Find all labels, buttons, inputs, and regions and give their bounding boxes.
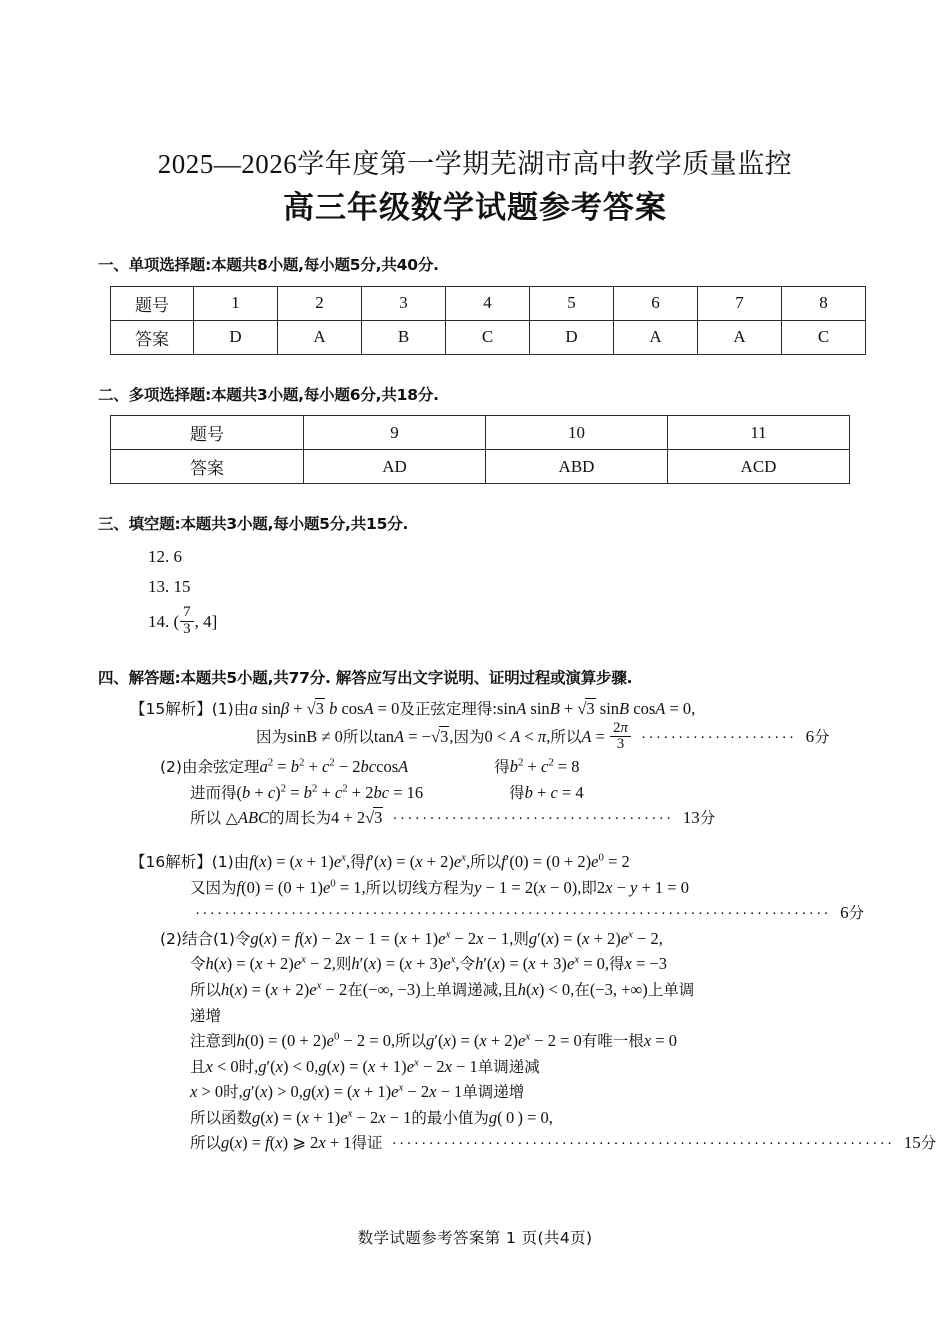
- section-heading-fill-blank: 三、填空题:本题共3小题,每小题5分,共15分.: [98, 515, 409, 534]
- question-number-cell: 11: [668, 416, 850, 450]
- fill-blank-answer-list: [0, 536, 950, 642]
- fill-item-value: 6: [173, 547, 182, 566]
- score-label: 6分: [840, 903, 865, 923]
- fill-item-label: 12.: [148, 547, 170, 566]
- fraction-numerator: 7: [183, 604, 191, 621]
- answer-cell: C: [782, 320, 866, 354]
- answer-cell: A: [698, 320, 782, 354]
- leader-dots: ·····················: [641, 729, 797, 746]
- section-heading-solutions: 四、解答题:本题共5小题,共77分. 解答应写出文字说明、证明过程或演算步骤.: [98, 669, 633, 688]
- table-row: [111, 320, 866, 354]
- fraction: [610, 721, 631, 754]
- list-item: [148, 602, 950, 643]
- solution-line: x > 0时$,g'(x) > 0,g(x) = (x + 1)e^x - 2x - 1$单调递增: [190, 1081, 525, 1102]
- list-item: [148, 542, 950, 572]
- solution-line: 注意到$h(0) = (0 + 2)e^0 - 2 = 0$,所以$g'(x) = (x + 2)e^x - 2 = 0$有唯一根x = 0: [190, 1030, 677, 1051]
- question-number-cell: 7: [698, 286, 782, 320]
- fraction-numerator: 2π: [613, 719, 629, 736]
- answer-cell: D: [530, 320, 614, 354]
- question-number-cell: 4: [446, 286, 530, 320]
- answer-cell: B: [362, 320, 446, 354]
- question-number-cell: 6: [614, 286, 698, 320]
- section-heading-multi-choice: 二、多项选择题:本题共3小题,每小题6分,共18分.: [98, 385, 439, 404]
- solution-line: 所以 △ABC的周长为4 + 2√3 ······································ 13分: [190, 808, 716, 828]
- fraction-denominator: 3: [610, 736, 631, 753]
- question-number-cell: 10: [486, 416, 668, 450]
- solution-line: 因为sinB ≠ 0所以tanA = −√3,因为0 < A < π,所以A = $\frac{2\pi}{3}$ ····················· 6分: [256, 719, 830, 753]
- table-row: [111, 450, 850, 484]
- problem-tag-16: 【16解析】: [130, 852, 212, 871]
- solution-line: 且x < 0时$,g'(x) < 0,g(x) = (x + 1)e^x - 2x - 1$单调递减: [190, 1056, 540, 1076]
- solution-line: 所以函数$g(x) = (x + 1)e^x - 2x - 1$的最小值为g( 0 ) = 0,: [190, 1107, 553, 1127]
- solution-line: 【15解析】(1)由a sinβ + √3 b cosA = 0及正弦定理得:sinA sinB + √3 sinB cosA = 0,: [130, 698, 696, 718]
- solution-problem-15: [0, 696, 950, 831]
- fill-item-label: 13.: [148, 576, 170, 596]
- answer-cell: C: [446, 320, 530, 354]
- question-number-cell: 8: [782, 286, 866, 320]
- answer-cell: ABD: [486, 450, 668, 484]
- score-label: 15分: [903, 1133, 937, 1153]
- list-item: [148, 572, 950, 602]
- solution-line: [0, 900, 950, 926]
- question-number-cell: 9: [304, 416, 486, 450]
- leader-dots: ····································································: [391, 1136, 895, 1153]
- fill-item-value: 15: [173, 576, 191, 596]
- question-number-cell: 1: [194, 286, 278, 320]
- multi-choice-answer-table: [110, 415, 850, 484]
- solution-problem-16: [0, 849, 950, 1156]
- table-row: [111, 286, 866, 320]
- answer-cell: AD: [304, 450, 486, 484]
- answer-cell: ACD: [668, 450, 850, 484]
- fraction-denominator: 3: [180, 621, 194, 638]
- section-heading-single-choice: 一、单项选择题:本题共8小题,每小题5分,共40分.: [98, 255, 439, 274]
- question-number-cell: 2: [278, 286, 362, 320]
- question-number-cell: 5: [530, 286, 614, 320]
- single-choice-answer-table: [110, 286, 866, 355]
- answer-cell: D: [194, 320, 278, 354]
- answer-cell: A: [614, 320, 698, 354]
- page-title-line1: 2025—2026学年度第一学期芜湖市高中教学质量监控: [157, 149, 793, 179]
- solution-line: 【16解析】(1)由$f(x) = (x + 1)e^x$,得$f'(x) = (x + 2)e^x$,所以$f'(0) = (0 + 2)e^0 = 2$: [130, 851, 630, 871]
- fraction: [180, 605, 194, 638]
- solution-line: 所以g(x) = f(x) ⩾ 2x + 1得证 ···································································· 15分: [190, 1133, 937, 1153]
- leader-dots: ······································: [392, 811, 674, 828]
- problem-tag-15: 【15解析】: [130, 699, 212, 718]
- leader-dots: ······················································································: [195, 906, 831, 923]
- solution-line: 进而得$(b + c)^2 = b^2 + c^2 + 2bc = 16$ 得b + c = 4: [190, 782, 584, 802]
- solution-line: (2)由余弦定理$a^2 = b^2 + c^2 - 2bccosA$ 得$b^2 + c^2 = 8$: [160, 756, 580, 777]
- interval-close: , 4]: [194, 611, 218, 631]
- interval-open-bracket: (: [173, 611, 180, 631]
- page-footer: 数学试题参考答案第 1 页(共4页): [357, 1229, 593, 1247]
- solution-line: 又因为$f(0) = (0 + 1)e^0 = 1$,所以切线方程为y − 1 = 2(x − 0),即2x − y + 1 = 0: [190, 877, 689, 897]
- answer-cell: A: [278, 320, 362, 354]
- score-label: 6分: [805, 726, 830, 746]
- solutions-body: [0, 690, 950, 1156]
- page-title-line2: 高三年级数学试题参考答案: [283, 189, 667, 226]
- row-label-answer: 答案: [111, 450, 304, 484]
- question-number-cell: 3: [362, 286, 446, 320]
- solution-line: 令$h(x) = (x + 2)e^x - 2$,则$h'(x) = (x + 3)e^x$,令$h'(x) = (x + 3)e^x = 0$,得x = −3: [190, 953, 667, 974]
- solution-line: 所以$h(x) = (x + 2)e^x - 2$在(−∞, −3)上单调递减,且h(x) < 0,在(−3, +∞)上单调: [190, 979, 695, 999]
- solution-line: 递增: [190, 1006, 222, 1025]
- table-row: [111, 416, 850, 450]
- fill-item-label: 14.: [148, 611, 170, 631]
- score-label: 13分: [682, 808, 716, 828]
- row-label-answer: 答案: [111, 320, 194, 354]
- row-label-number: 题号: [111, 416, 304, 450]
- row-label-number: 题号: [111, 286, 194, 320]
- solution-line: (2)结合(1)令$g(x) = f(x) - 2x - 1 = (x + 1)e^x - 2x - 1$,则$g'(x) = (x + 2)e^x - 2$,: [160, 928, 663, 948]
